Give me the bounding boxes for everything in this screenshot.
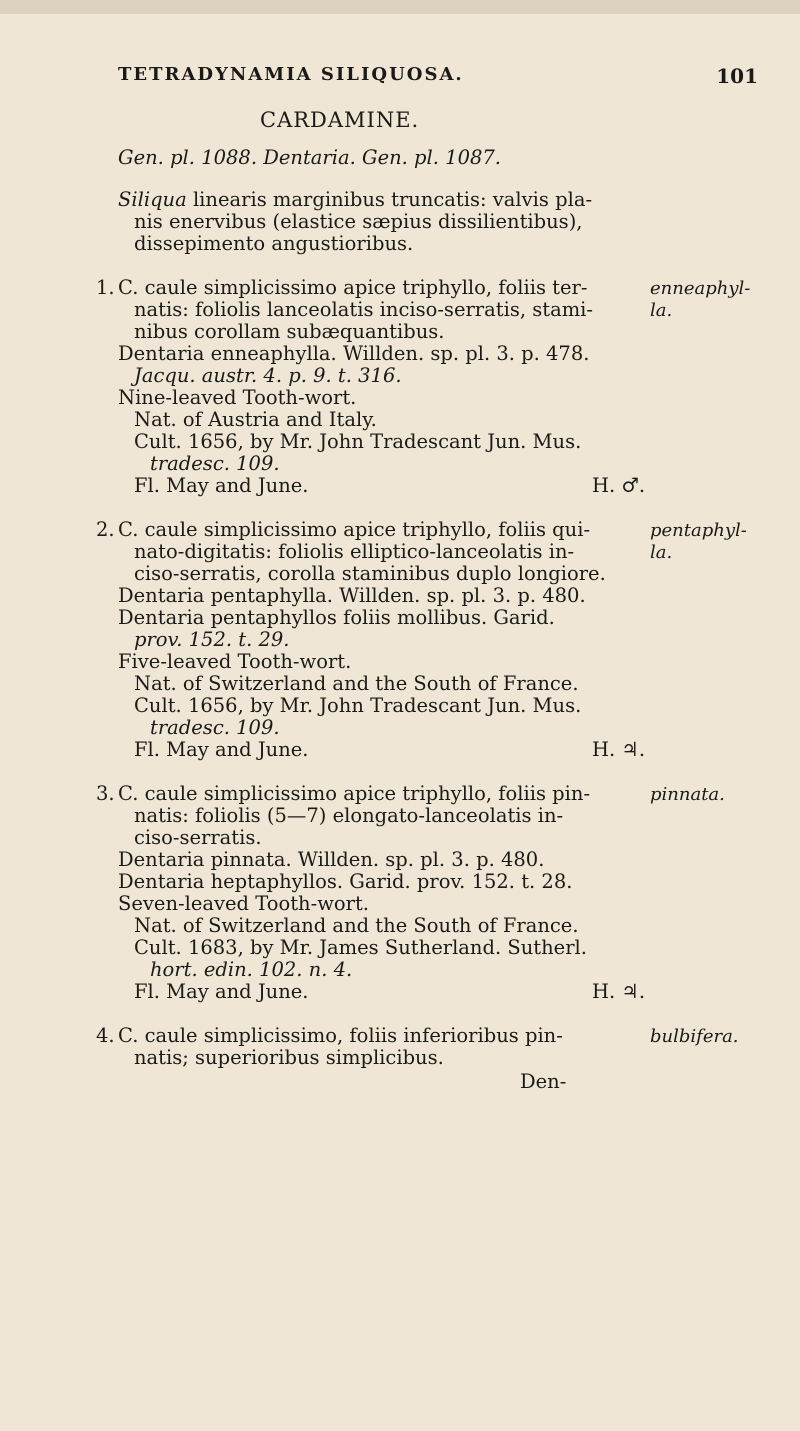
species-cultivation: Cult. 1656, by Mr. John Tradescant Jun. Mus. — [134, 430, 582, 453]
species-synonym: Dentaria pentaphyllos foliis mollibus. Garid. — [118, 606, 555, 629]
species-diagnosis: natis; superioribus simplicibus. — [134, 1046, 444, 1069]
margin-species-name: bulbifera. — [650, 1026, 739, 1047]
species-cultivation: hort. edin. 102. n. 4. — [150, 958, 353, 981]
species-flowering: Fl. May and June. — [134, 980, 309, 1003]
genus-description-line: dissepimento angustioribus. — [134, 232, 414, 255]
species-number: 3. — [96, 782, 115, 805]
species-flowering: Fl. May and June. — [134, 738, 309, 761]
species-habit: H. ♃. — [592, 738, 646, 761]
species-habit: H. ♂. — [592, 474, 646, 497]
species-cultivation: tradesc. 109. — [150, 716, 280, 739]
genus-heading: CARDAMINE. — [260, 108, 420, 132]
margin-species-name: enneaphyl- — [650, 278, 751, 299]
species-flowering: Fl. May and June. — [134, 474, 309, 497]
genus-reference: Gen. pl. 1088. Dentaria. Gen. pl. 1087. — [118, 146, 502, 169]
species-diagnosis: nibus corollam subæquantibus. — [134, 320, 445, 343]
catchword: Den- — [520, 1070, 567, 1093]
species-cultivation: Cult. 1656, by Mr. John Tradescant Jun. Mus. — [134, 694, 582, 717]
species-diagnosis: ciso-serratis. — [134, 826, 262, 849]
species-synonym: Dentaria pentaphylla. Willden. sp. pl. 3. p. 480. — [118, 584, 586, 607]
species-native: Nat. of Switzerland and the South of France. — [134, 914, 579, 937]
page-number: 101 — [716, 64, 758, 88]
species-common-name: Seven-leaved Tooth-wort. — [118, 892, 369, 915]
species-diagnosis: nato-digitatis: foliolis elliptico-lanceolatis in- — [134, 540, 575, 563]
species-cultivation: tradesc. 109. — [150, 452, 280, 475]
running-title: TETRADYNAMIA SILIQUOSA. — [118, 64, 464, 85]
species-common-name: Nine-leaved Tooth-wort. — [118, 386, 357, 409]
page-edge — [0, 0, 800, 14]
species-synonym: Dentaria heptaphyllos. Garid. prov. 152. t. 28. — [118, 870, 573, 893]
species-diagnosis: natis: foliolis (5—7) elongato-lanceolatis in- — [134, 804, 564, 827]
margin-species-name: pentaphyl- — [650, 520, 747, 541]
genus-description-line: nis enervibus (elastice sæpius dissilientibus), — [134, 210, 583, 233]
margin-species-name: la. — [650, 300, 673, 321]
species-native: Nat. of Austria and Italy. — [134, 408, 377, 431]
species-synonym: Dentaria pinnata. Willden. sp. pl. 3. p. 480. — [118, 848, 545, 871]
species-number: 4. — [96, 1024, 115, 1047]
margin-species-name: la. — [650, 542, 673, 563]
genus-description-line: Siliqua linearis marginibus truncatis: valvis pla- — [118, 188, 593, 211]
margin-species-name: pinnata. — [650, 784, 725, 805]
species-diagnosis: C. caule simplicissimo apice triphyllo, foliis pin- — [118, 782, 591, 805]
species-synonym: prov. 152. t. 29. — [134, 628, 290, 651]
species-number: 2. — [96, 518, 115, 541]
species-number: 1. — [96, 276, 115, 299]
species-native: Nat. of Switzerland and the South of France. — [134, 672, 579, 695]
species-diagnosis: ciso-serratis, corolla staminibus duplo longiore. — [134, 562, 606, 585]
species-diagnosis: C. caule simplicissimo apice triphyllo, foliis qui- — [118, 518, 591, 541]
species-diagnosis: natis: foliolis lanceolatis inciso-serratis, stami- — [134, 298, 594, 321]
species-synonym: Dentaria enneaphylla. Willden. sp. pl. 3. p. 478. — [118, 342, 590, 365]
running-header — [118, 64, 758, 92]
genus-description-term: Siliqua — [118, 188, 187, 211]
species-cultivation: Cult. 1683, by Mr. James Sutherland. Sutherl. — [134, 936, 587, 959]
species-habit: H. ♃. — [592, 980, 646, 1003]
species-synonym: Jacqu. austr. 4. p. 9. t. 316. — [134, 364, 402, 387]
species-diagnosis: C. caule simplicissimo apice triphyllo, foliis ter- — [118, 276, 588, 299]
species-diagnosis: C. caule simplicissimo, foliis inferioribus pin- — [118, 1024, 563, 1047]
species-common-name: Five-leaved Tooth-wort. — [118, 650, 352, 673]
